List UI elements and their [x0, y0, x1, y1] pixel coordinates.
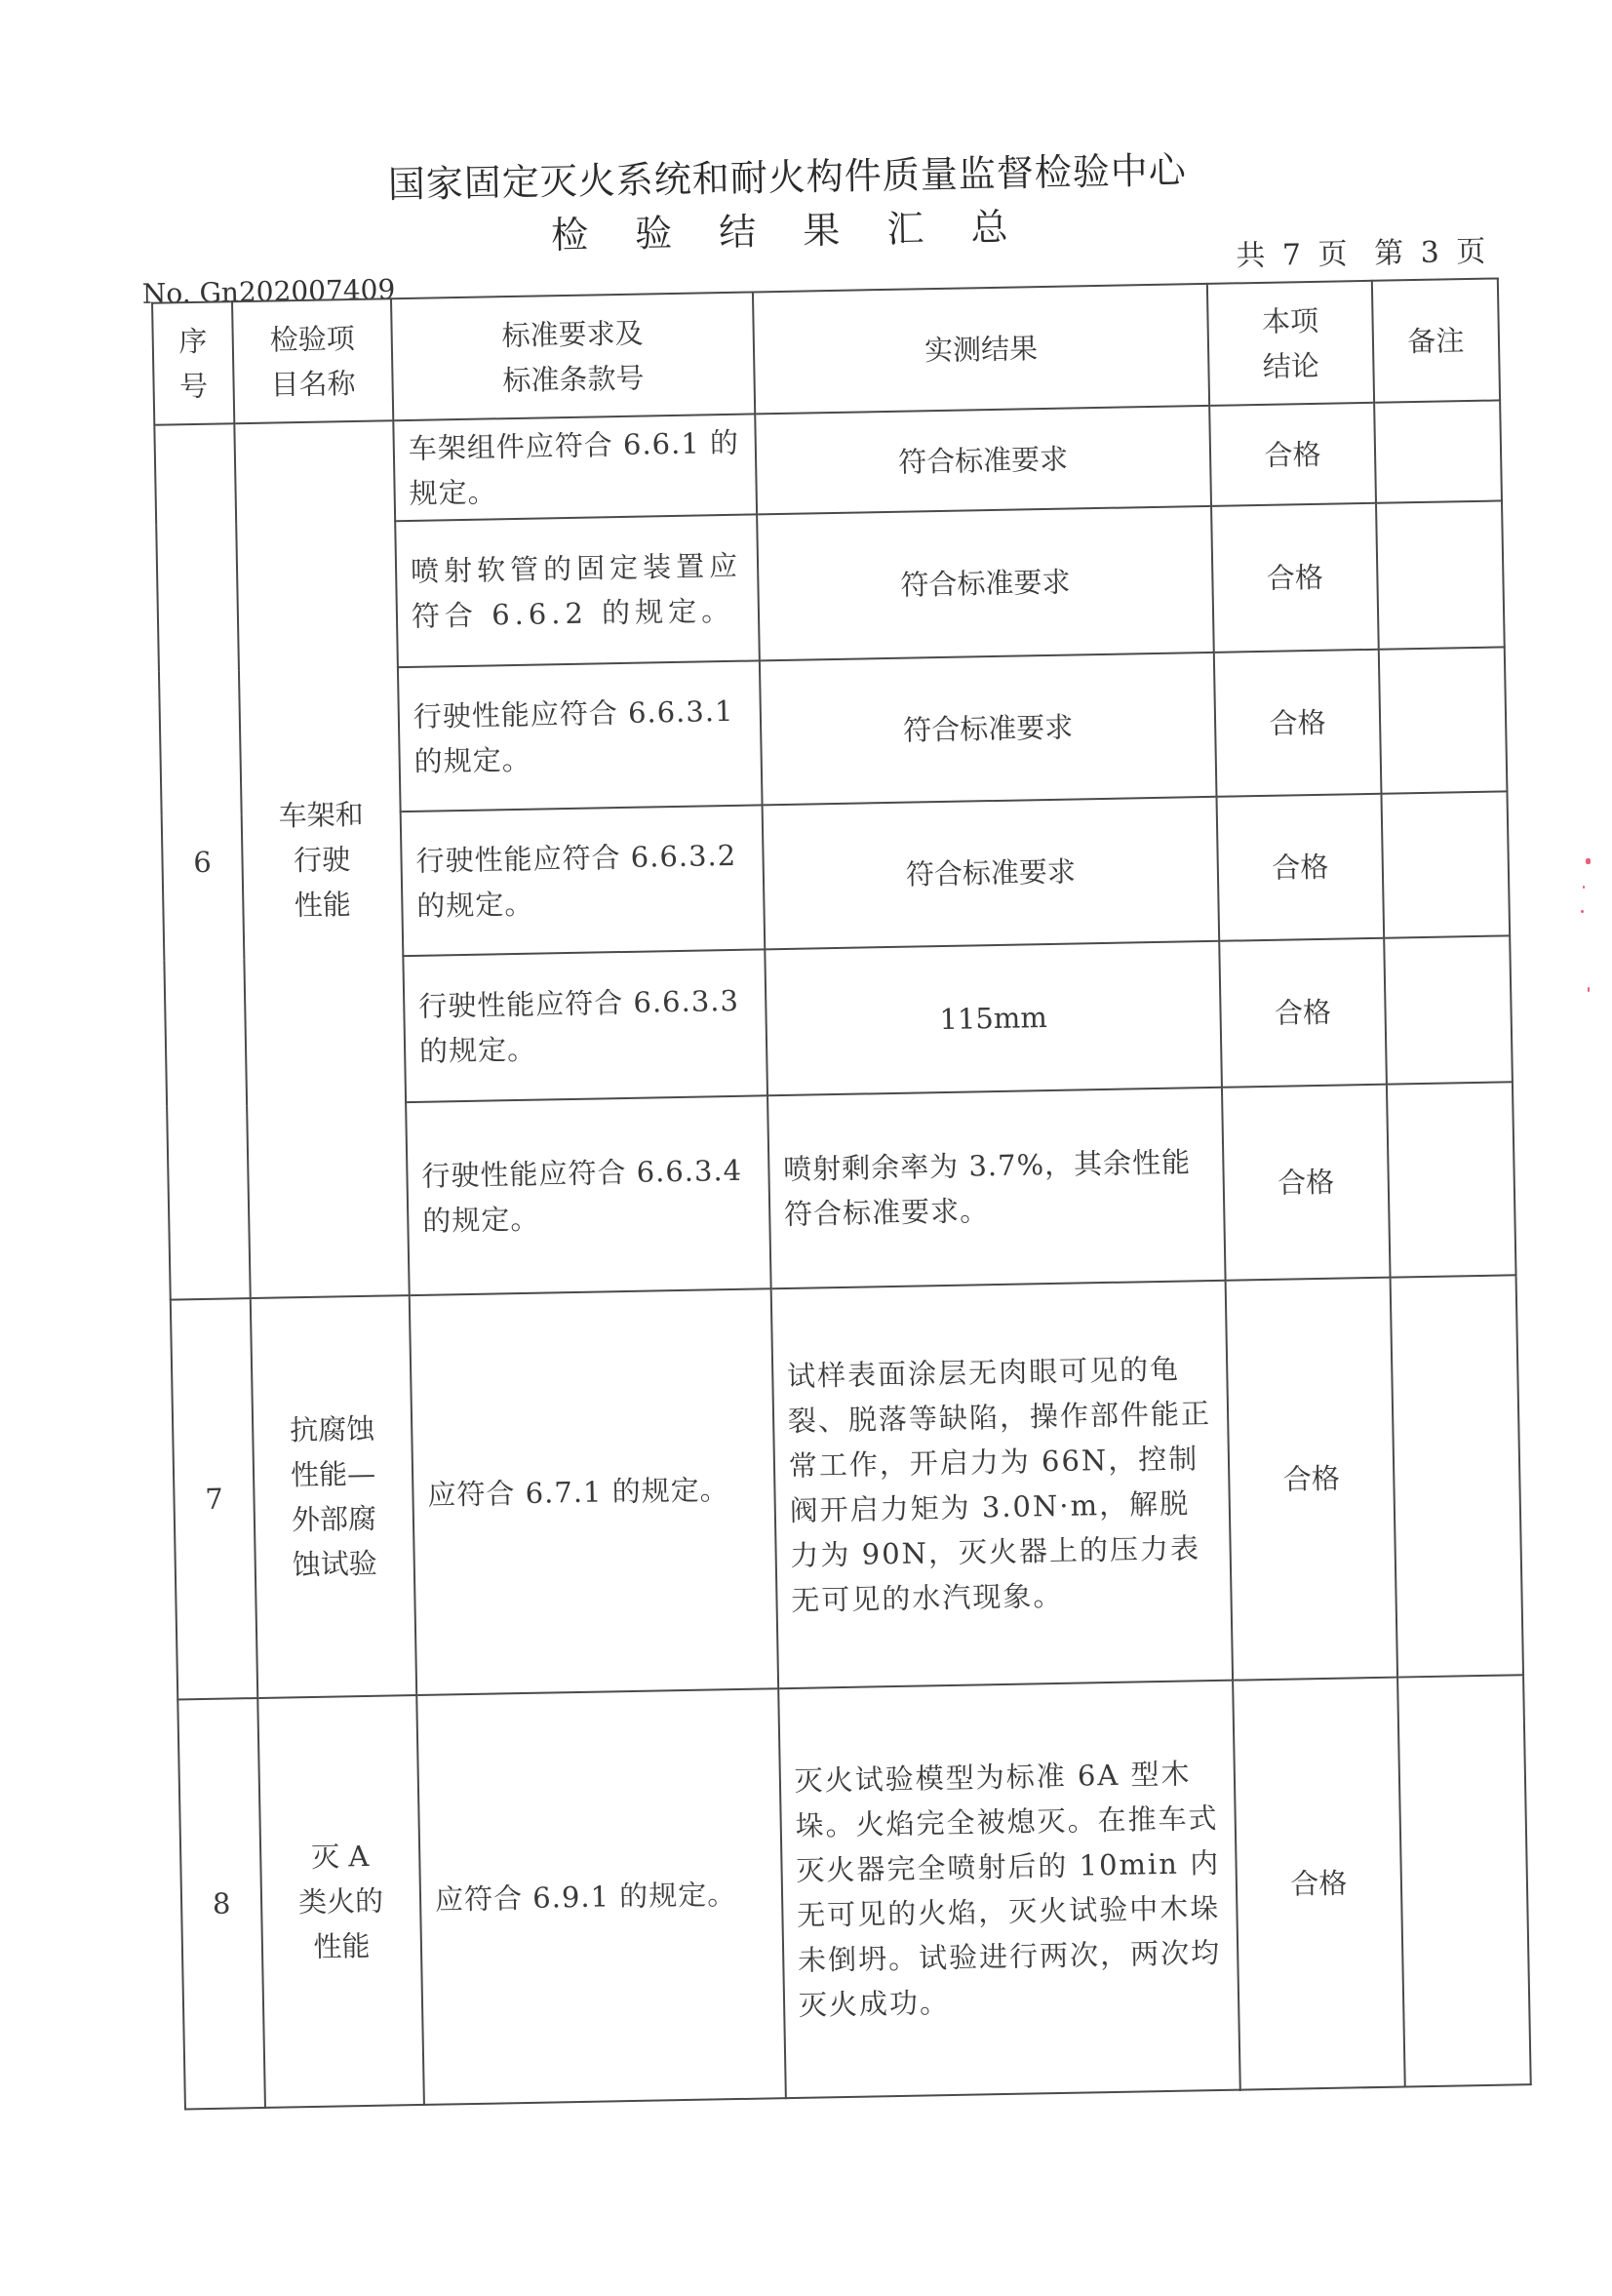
stamp-mark [1586, 858, 1591, 864]
result-cell: 符合标准要求 [760, 653, 1217, 806]
conclusion-cell: 合格 [1233, 1678, 1404, 2090]
stamp-mark [1588, 987, 1590, 992]
col-header-remarks: 备注 [1372, 278, 1501, 402]
item-number: 6 [154, 423, 250, 1299]
conclusion-cell: 合格 [1219, 938, 1386, 1088]
org-title: 国家固定灭火系统和耐火构件质量监督检验中心 [387, 148, 1188, 207]
col-header-result: 实测结果 [753, 284, 1210, 415]
remarks-cell [1378, 647, 1507, 793]
conclusion-cell: 合格 [1209, 403, 1375, 506]
conclusion-cell: 合格 [1217, 794, 1384, 941]
remarks-cell [1384, 935, 1513, 1084]
result-cell: 115mm [765, 941, 1222, 1096]
result-cell: 试样表面涂层无肉眼可见的龟裂、脱落等缺陷，操作部件能正常工作，开启力为 66N，控制阀开启力矩为 3.0N·m，解脱力为 90N，灭火器上的压力表无可见的水汽现象。 [770, 1281, 1233, 1688]
col-header-item-name: 检验项 目名称 [232, 298, 393, 423]
stamp-mark [1583, 886, 1585, 889]
item-name: 灭 A 类火的 性能 [257, 1695, 424, 2108]
requirement-cell: 应符合 6.7.1 的规定。 [410, 1288, 778, 1695]
conclusion-cell: 合格 [1222, 1085, 1390, 1281]
table-row [177, 1675, 1530, 2109]
remarks-cell [1381, 791, 1510, 937]
col-header-requirement: 标准要求及 标准条款号 [391, 292, 755, 420]
stamp-mark [1581, 910, 1584, 913]
remarks-cell [1374, 400, 1502, 502]
conclusion-cell: 合格 [1214, 650, 1381, 797]
result-cell: 灭火试验模型为标准 6A 型木垛。火焰完全被熄灭。在推车式灭火器完全喷射后的 10min 内无可见的火焰，灭火试验中木垛未倒坍。试验进行两次，两次均灭火成功。 [778, 1681, 1240, 2098]
doc-title: 检 验 结 果 汇 总 [550, 205, 1026, 257]
conclusion-cell: 合格 [1211, 503, 1378, 653]
result-cell: 符合标准要求 [757, 506, 1214, 661]
requirement-cell: 行驶性能应符合 6.6.3.2 的规定。 [401, 805, 765, 956]
col-header-conclusion: 本项 结论 [1207, 281, 1374, 406]
item-number: 7 [171, 1298, 258, 1699]
conclusion-cell: 合格 [1226, 1278, 1397, 1681]
table-row [171, 1275, 1523, 1699]
result-cell: 喷射剩余率为 3.7%，其余性能符合标准要求。 [767, 1088, 1226, 1289]
requirement-cell: 行驶性能应符合 6.6.3.4 的规定。 [406, 1095, 770, 1295]
requirement-cell: 车架组件应符合 6.6.1 的规定。 [393, 414, 757, 521]
result-cell: 符合标准要求 [755, 406, 1211, 515]
requirement-cell: 行驶性能应符合 6.6.3.1 的规定。 [398, 660, 762, 812]
results-table [151, 277, 1532, 2110]
page-indicator [1226, 227, 1490, 275]
requirement-cell: 应符合 6.9.1 的规定。 [416, 1688, 785, 2105]
header-row [152, 278, 1500, 424]
item-name: 抗腐蚀 性能— 外部腐 蚀试验 [251, 1295, 416, 1698]
total-pages: 共 7 页 [1236, 237, 1352, 274]
current-page: 第 3 页 [1373, 234, 1490, 271]
item-name: 车架和 行驶 性能 [234, 420, 409, 1298]
remarks-cell [1390, 1275, 1523, 1677]
document-number: No. Gn202007409 [141, 273, 396, 310]
remarks-cell [1376, 500, 1505, 649]
requirement-cell: 喷射软管的固定装置应符合 6.6.2 的规定。 [395, 514, 760, 667]
result-cell: 符合标准要求 [762, 797, 1219, 950]
requirement-cell: 行驶性能应符合 6.6.3.3 的规定。 [403, 949, 767, 1102]
item-number: 8 [177, 1698, 265, 2109]
remarks-cell [1397, 1675, 1531, 2086]
col-header-no: 序 号 [152, 301, 234, 424]
remarks-cell [1387, 1082, 1516, 1277]
